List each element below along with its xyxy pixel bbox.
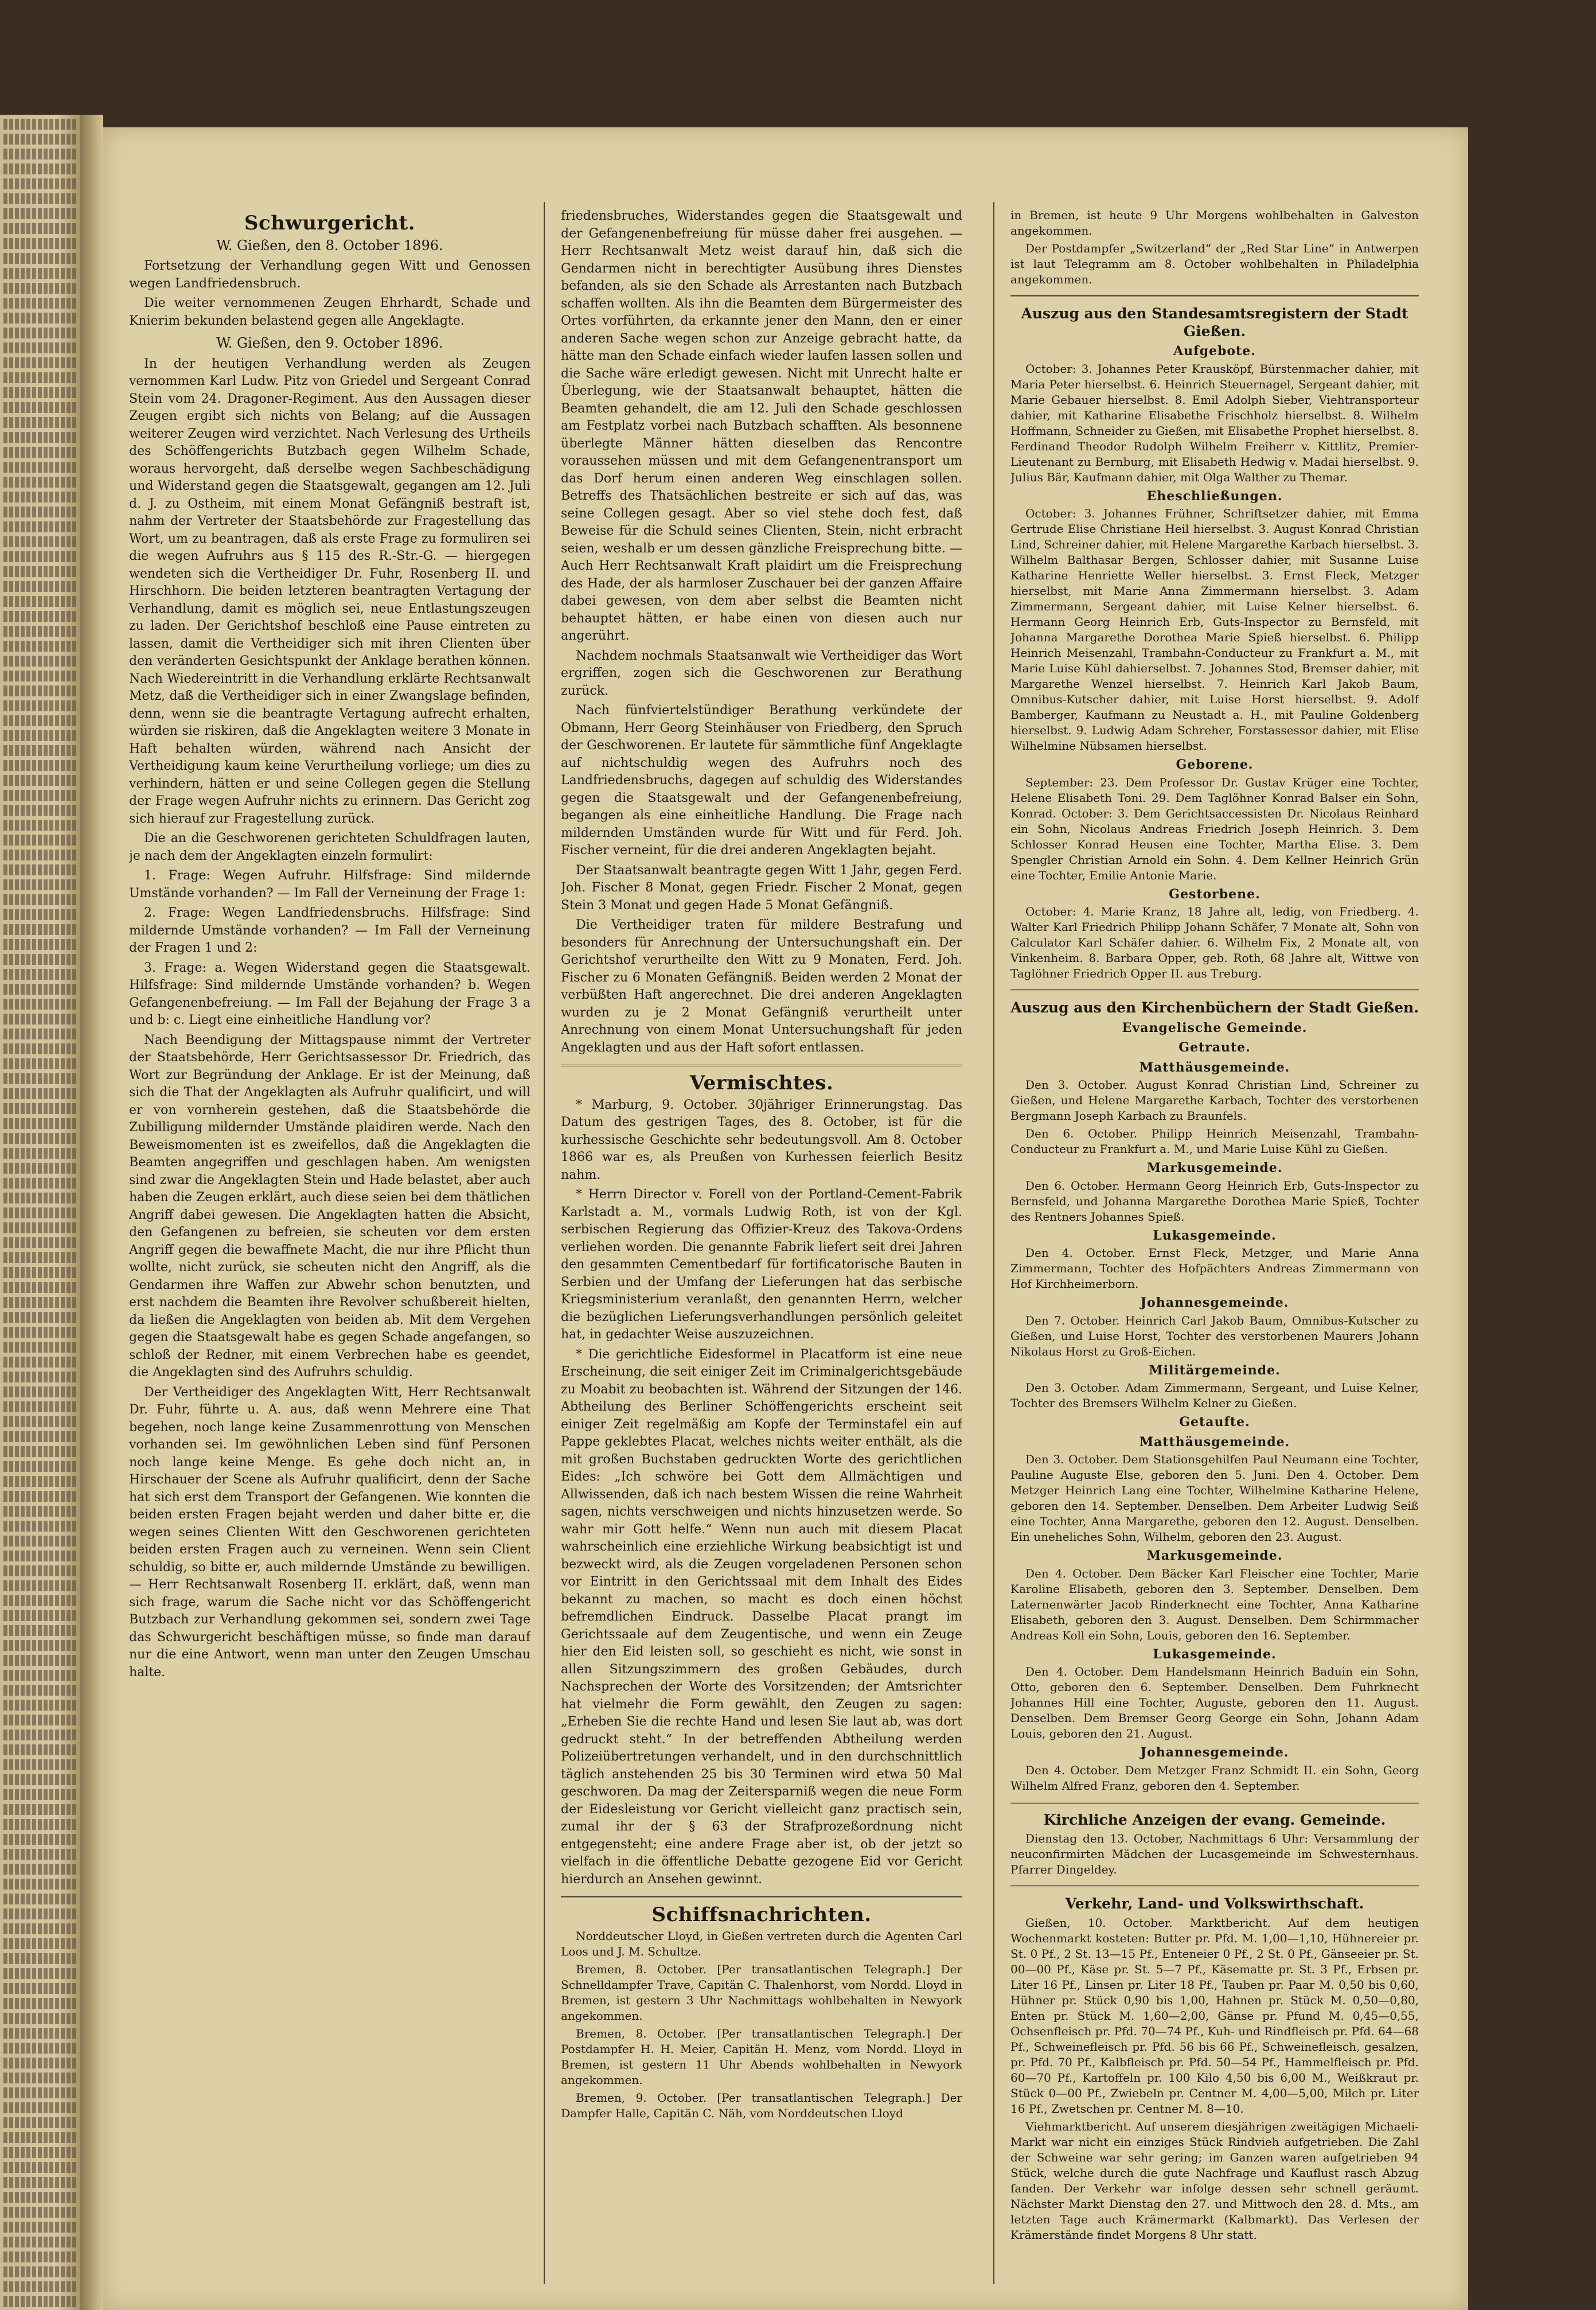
- paragraph: Der Postdampfer „Switzerland“ der „Red Star Line“ in Antwerpen ist laut Telegramm am 8. October wohlbehalten in Philadelphia angekommen.: [1010, 241, 1419, 286]
- section-title-schiffsnachrichten: Schiffsnachrichten.: [651, 1903, 872, 1926]
- paragraph: * Herrn Director v. Forell von der Portland-Cement-Fabrik Karlstadt a. M., vormals Ludwig Roth, ist von der Kgl. serbischen Regierung das Offizier-Kreuz des Takova-Ordens verliehen worden. Die genannte Fabrik liefert seit drei Jahren den gesammten Cementbedarf für fortificatorische Bauten in Serbien und der Umfang der Lieferungen hat das serbische Kriegsministerium veranlaßt, den genannten Herrn, welcher die bezüglichen Lieferungsverhandlungen persönlich geleitet hat, in gedachter Weise auszuzeichnen.: [561, 1187, 962, 1342]
- section-title-schwurgericht: Schwurgericht.: [244, 212, 416, 235]
- subheading: Matthäusgemeinde.: [1139, 1434, 1290, 1450]
- column-rule: [544, 202, 545, 2284]
- paragraph: Gießen, 10. October. Marktbericht. Auf dem heutigen Wochenmarkt kosteten: Butter pr. Pfd. M. 1,00—1,10, Hühnereier pr. St. 0 Pf., 2 St. 13—15 Pf., Enteneier 0 Pf., 2 St. 0 Pf., Gänseeier pr. St. 00—00 Pf., Käse pr. St. 5—7 Pf., Käsematte pr. St. 3 Pf., Erbsen pr. Liter 16 Pf., Linsen pr. Liter 18 Pf., Tauben pr. Paar M. 0,50 bis 0,60, Hühner pr. Stück 0,90 bis 1,00, Hahnen pr. Stück M. 0,50—0,80, Enten pr. Stück M. 1,60—2,00, Gänse pr. Pfund M. 0,45—0,55, Ochsenfleisch pr. Pfd. 70—74 Pf., Kuh- und Rindfleisch pr. Pfd. 64—68 Pf., Schweinefleisch pr. Pfd. 56 bis 66 Pf., Schweinefleisch, gesalzen, pr. Pfd. 70 Pf., Kalbfleisch pr. Pfd. 50—54 Pf., Hammelfleisch pr. Pfd. 60—70 Pf., Kartoffeln pr. 100 Kilo 4,50 bis 6,00 M., Weißkraut pr. Stück 0—00 Pf., Zwiebeln pr. Centner M. 4,00—5,00, Milch pr. Liter 16 Pf., Zwetschen pr. Centner M. 8—10.: [1010, 1915, 1419, 2116]
- paragraph: 2. Frage: Wegen Landfriedensbruchs. Hilfsfrage: Sind mildernde Umstände vorhanden? — Im Fall der Verneinung der Fragen 1 und 2:: [129, 906, 530, 955]
- subheading: Eheschließungen.: [1146, 488, 1283, 504]
- paragraph: October: 3. Johannes Peter Krausköpf, Bürstenmacher dahier, mit Maria Peter hierselbst. 6. Heinrich Steuernagel, Sergeant dahier, mit Marie Gebauer hierselbst. 8. Emil Adolph Sieber, Viehtransporteur dahier, mit Katharine Elisabethe Frischholz hierselbst. 8. Wilhelm Hoffmann, Schneider zu Gießen, mit Elisabethe Prophet hierselbst. 8. Ferdinand Theodor Rudolph Wilhelm Freiherr v. Kittlitz, Premier-Lieutenant zu Bernburg, mit Elisabeth Hedwig v. Madai hierselbst. 9. Julius Bär, Kaufmann dahier, mit Olga Walther zu Themar.: [1010, 361, 1419, 484]
- paragraph: Nachdem nochmals Staatsanwalt wie Vertheidiger das Wort ergriffen, zogen sich die Geschworenen zur Berathung zurück.: [561, 648, 962, 698]
- subheading: Johannesgemeinde.: [1140, 1745, 1289, 1760]
- dateline: W. Gießen, den 9. October 1896.: [216, 335, 443, 351]
- column-rule: [993, 202, 994, 2284]
- paragraph: in Bremen, ist heute 9 Uhr Morgens wohlbehalten in Galveston angekommen.: [1010, 208, 1419, 237]
- paragraph: * Die gerichtliche Eidesformel in Placatform ist eine neue Erscheinung, die seit einiger Zeit im Criminalgerichtsgebäude zu Moabit zu beobachten ist. Während der Sitzungen der 146. Abtheilung des Berliner Schöffengerichts erscheint seit einiger Zeit regelmäßig am Kopfe der Terminstafel ein auf Pappe geklebtes Placat, welches nichts weiter enthält, als die mit großen Buchstaben gedruckten Worte des gerichtlichen Eides: „Ich schwöre bei Gott dem Allmächtigen und Allwissenden, daß ich nach bestem Wissen die reine Wahrheit sagen, nichts verschweigen und nichts hinzusetzen werde. So wahr mir Gott helfe.“ Wenn nun auch mit diesem Placat wahrscheinlich eine erziehliche Wirkung beabsichtigt ist und bezweckt wird, als die Zeugen vorgeladenen Personen schon vor Eintritt in den Gerichtssaal mit dem Inhalt des Eides bekannt zu machen, so macht es doch einen höchst befremdlichen Eindruck. Dasselbe Placat prangt im Gerichtssaale auf dem Zeugentische, und wenn ein Zeuge hier den Eid leisten soll, so geschieht es nicht, wie sonst in allen Sitzungszimmern des großen Gebäudes, durch Nachsprechen der Worte des Vorsitzenden; der Amtsrichter hat vielmehr die Form gewählt, den Zeugen zu sagen: „Erheben Sie die rechte Hand und lesen Sie laut ab, was dort gedruckt steht.“ In der betreffenden Abtheilung werden Polizeiübertretungen verhandelt, und in den durchschnittlich täglich anstehenden 25 bis 30 Terminen wird etwa 50 Mal geschworen. Da mag der Zeitersparniß wegen die neue Form der Eidesleistung vor Gericht vielleicht ganz practisch sein, zumal ihr der § 63 der Strafprozeßordnung nicht entgegensteht; eine andere Frage aber ist, ob der jetzt so vielfach in die öffentliche Debatte gezogene Eid vor Gericht hierdurch an Ansehen gewinnt.: [561, 1347, 962, 1887]
- subheading: Getraute.: [1179, 1040, 1251, 1055]
- paragraph: Den 3. October. Dem Stationsgehilfen Paul Neumann eine Tochter, Pauline Auguste Else, geboren den 5. Juni. Den 4. October. Dem Metzger Heinrich Lang eine Tochter, Wilhelmine Katharine Helene, geboren den 14. September. Denselben. Dem Arbeiter Ludwig Seiß eine Tochter, Anna Margarethe, geboren den 12. August. Denselben. Ein uneheliches Sohn, Wilhelm, geboren den 23. August.: [1010, 1452, 1419, 1544]
- paragraph: Den 4. October. Ernst Fleck, Metzger, und Marie Anna Zimmermann, Tochter des Hofpächters Andreas Zimmermann von Hof Kirchheimerborn.: [1010, 1246, 1419, 1291]
- paragraph: Dienstag den 13. October, Nachmittags 6 Uhr: Versammlung der neuconfirmirten Mädchen der Lucasgemeinde im Schwesternhaus. Pfarrer Dingeldey.: [1010, 1832, 1419, 1876]
- paragraph: Den 6. October. Philipp Heinrich Meisenzahl, Trambahn-Conducteur zu Frankfurt a. M., und Marie Luise Kühl zu Gießen.: [1010, 1127, 1419, 1156]
- subheading: Geborene.: [1176, 757, 1254, 772]
- paragraph: 3. Frage: a. Wegen Widerstand gegen die Staatsgewalt. Hilfsfrage: Sind mildernde Umstände vorhanden? b. Wegen Gefangenenbefreiung. — Im Fall der Bejahung der Frage 3 a und b: c. Liegt eine einheitliche Handlung vor?: [129, 960, 530, 1027]
- paragraph: In der heutigen Verhandlung werden als Zeugen vernommen Karl Ludw. Pitz von Griedel und Sergeant Conrad Stein vom 24. Dragoner-Regiment. Aus den Aussagen dieser Zeugen ergibt sich nichts von Belang; auf die Aussagen weiterer Zeugen wird verzichtet. Nach Verlesung des Urtheils des Schöffengerichts Butzbach gegen Wilhelm Schade, woraus hervorgeht, daß derselbe wegen Sachbeschädigung und Widerstand gegen die Staatsgewalt, gegangen am 12. Juli d. J. zu Ostheim, mit einem Monat Gefängniß bestraft ist, nahm der Vertreter der Staatsbehörde zur Fragestellung das Wort, um zu beantragen, daß als erste Frage zu formuliren sei die wegen Aufruhrs aus § 115 des R.-Str.-G. — hiergegen wendeten sich die Vertheidiger Dr. Fuhr, Rosenberg II. und Hirschhorn. Die beiden letzteren beantragten Vertagung der Verhandlung, damit es möglich sei, neue Entlastungszeugen zu laden. Der Gerichtshof beschloß eine Pause eintreten zu lassen, damit die Vertheidiger sich mit ihren Clienten über den veränderten Gesichtspunkt der Anklage berathen können. Nach Wiedereintritt in die Verhandlung erklärte Rechtsanwalt Metz, daß die Vertheidiger sich in einer Zwangslage befinden, denn, wenn sie die beantragte Vertagung aufrecht erhalten, würden sie riskiren, daß die Angeklagten weitere 3 Monate in Haft behalten würden, während nach Ansicht der Vertheidigung kaum keine Verurtheilung vorliege; um dies zu verhindern, hätten er und seine Collegen gegen die Stellung der Frage wegen Aufruhr nichts zu erinnern. Das Gericht zog sich hierauf zur Fragestellung zurück.: [129, 356, 530, 826]
- subheading: Gestorbene.: [1169, 886, 1261, 902]
- section-title-vermischtes: Vermischtes.: [689, 1072, 834, 1094]
- paragraph: Die an die Geschworenen gerichteten Schuldfragen lauten, je nach dem der Angeklagten einzeln formulirt:: [129, 831, 530, 863]
- paragraph: September: 23. Dem Professor Dr. Gustav Krüger eine Tochter, Helene Elisabeth Toni. 29. Dem Taglöhner Konrad Balser ein Sohn, Konrad. October: 3. Dem Gerichtsaccessisten Dr. Nicolaus Reinhard ein Sohn, Nicolaus Andreas Friedrich Joseph Heinrich. 3. Dem Schlosser Konrad Heusen eine Tochter, Martha Elise. 3. Dem Spengler Christian Arnold ein Sohn. 4. Dem Kellner Heinrich Grün eine Tochter, Emilie Antonie Marie.: [1010, 775, 1419, 882]
- paragraph: Nach Beendigung der Mittagspause nimmt der Vertreter der Staatsbehörde, Herr Gerichtsassessor Dr. Friedrich, das Wort zur Begründung der Anklage. Er ist der Meinung, daß sich die That der Angeklagten als Aufruhr qualificirt, und will er von vornherein gestehen, daß die Staatsbehörde die Zubilligung mildernder Umstände plaidiren werde. Nach den Beweismomenten ist es zweifellos, daß die Angeklagten die Beamten angegriffen und geschlagen haben. Am wenigsten sind zwar die Angeklagten Stein und Hade belastet, aber auch haben die Zeugen erklärt, auch diese seien bei dem thätlichen Angriff dabei gewesen. Die Angeklagten hatten die Absicht, den Gefangenen zu befreien, sie scheuten vor dem ersten Angriff gegen die bewaffnete Macht, die nur ihre Pflicht thun wollte, nicht zurück, sie scheuten nicht den Angriff, als die Gendarmen ihre Waffen zur Abwehr schon benutzten, und erst nachdem die Beamten ihre Revolver schußbereit hielten, da ließen die Angeklagten von beiden ab. Mit dem Vergehen gegen die Staatsgewalt habe es gegen Schade angefangen, so schloß der Redner, mit einem Verbrechen habe es geendet, die Angeklagten sind des Aufruhrs schuldig.: [129, 1033, 530, 1380]
- subheading: Lukasgemeinde.: [1153, 1646, 1277, 1662]
- paragraph: * Marburg, 9. October. 30jähriger Erinnerungstag. Das Datum des gestrigen Tages, des 8. October, ist für die kurhessische Geschichte sehr bedeutungsvoll. Am 8. October 1866 war es, als Preußen von Kurhessen feierlich Besitz nahm.: [561, 1097, 962, 1182]
- paragraph: Den 7. October. Heinrich Carl Jakob Baum, Omnibus-Kutscher zu Gießen, und Luise Horst, Tochter des verstorbenen Maurers Johann Nikolaus Horst zu Groß-Eichen.: [1010, 1313, 1419, 1358]
- paragraph: Den 4. October. Dem Bäcker Karl Fleischer eine Tochter, Marie Karoline Elisabeth, geboren den 3. September. Denselben. Dem Laternenwärter Jacob Rinderknecht eine Tochter, Anna Katharine Elisabeth, geboren den 3. August. Denselben. Dem Schirmmacher Andreas Koll ein Sohn, Louis, geboren den 16. September.: [1010, 1566, 1419, 1642]
- subheading: Evangelische Gemeinde.: [1122, 1020, 1308, 1035]
- section-title-kirchliche-anzeigen: Kirchliche Anzeigen der evang. Gemeinde.: [1043, 1811, 1386, 1828]
- subheading: Lukasgemeinde.: [1153, 1228, 1277, 1243]
- paragraph: Den 4. October. Dem Handelsmann Heinrich Baduin ein Sohn, Otto, geboren den 6. September. Denselben. Dem Fuhrknecht Johannes Hill eine Tochter, Auguste, geboren den 11. August. Denselben. Dem Bremser Georg George ein Sohn, Johann Adam Louis, geboren den 21. August.: [1010, 1665, 1419, 1740]
- paragraph: Den 3. October. Adam Zimmermann, Sergeant, und Luise Kelner, Tochter des Bremsers Wilhelm Kelner zu Gießen.: [1010, 1381, 1419, 1410]
- section-title-kirchenbuecher: Auszug aus den Kirchenbüchern der Stadt Gießen.: [1010, 999, 1419, 1016]
- subheading: Markusgemeinde.: [1146, 1548, 1283, 1563]
- paragraph: Die weiter vernommenen Zeugen Ehrhardt, Schade und Knierim bekunden belastend gegen alle Angeklagte.: [129, 296, 530, 328]
- paragraph: October: 4. Marie Kranz, 18 Jahre alt, ledig, von Friedberg. 4. Walter Karl Friedrich Philipp Johann Schäfer, 7 Monate alt, Sohn von Calculator Karl Schäfer dahier. 6. Wilhelm Fix, 2 Monate alt, von Vinkenheim. 8. Barbara Opper, geb. Roth, 68 Jahre alt, Wittwe von Taglöhner Friedrich Opper II. aus Treburg.: [1010, 905, 1419, 980]
- column-1: [129, 208, 530, 2273]
- paragraph: Norddeutscher Lloyd, in Gießen vertreten durch die Agenten Carl Loos und J. M. Schultze.: [561, 1929, 962, 1958]
- paragraph: Viehmarktbericht. Auf unserem diesjährigen zweitägigen Michaeli-Markt war nicht ein einziges Stück Rindvieh aufgetrieben. Die Zahl der Schweine war sehr gering; im Ganzen waren aufgetrieben 94 Stück, welche durch die gute Nachfrage und Kauflust rasch Abzug fanden. Der Verkehr war infolge dessen sehr schnell geräumt. Nächster Markt Dienstag den 27. und Mittwoch den 28. d. Mts., am letzten Tage auch Krämermarkt (Kalbmarkt). Das Verlesen der Krämerstände findet Morgens 8 Uhr statt.: [1010, 2119, 1419, 2242]
- section-title-standesamt: Auszug aus den Standesamtsregistern der Stadt Gießen.: [1021, 305, 1408, 340]
- paragraph: Der Vertheidiger des Angeklagten Witt, Herr Rechtsanwalt Dr. Fuhr, führte u. A. aus, daß wenn Mehrere eine That begehen, noch lange keine Zusammenrottung von Menschen vorhanden sei. Im gewöhnlichen Leben sind fünf Personen noch lange keine Menge. Es gehe doch nicht an, in Hirschauer der Scene als Aufruhr qualificirt, denn der Sache hat sich erst dem Transport der Gefangenen. Wie konnten die beiden ersten Fragen bejaht werden und daher bitte er, die wegen seines Clienten Witt den Geschworenen gerichteten beiden ersten Fragen auch zu verneinen. Wenn sein Client schuldig, so bitte er, auch mildernde Umstände zu bewilligen. — Herr Rechtsanwalt Rosenberg II. erklärt, daß, wenn man sich frage, warum die Sache nicht vor das Schöffengericht Butzbach zur Verhandlung gekommen sei, sondern zwei Tage das Schwurgericht beschäftigen müsse, so finde man darauf nur die eine Antwort, wenn man unter den Zeugen Umschau halte.: [129, 1385, 530, 1680]
- subheading: Getaufte.: [1179, 1415, 1250, 1429]
- subheading: Markusgemeinde.: [1146, 1160, 1283, 1175]
- paragraph: 1. Frage: Wegen Aufruhr. Hilfsfrage: Sind mildernde Umstände vorhanden? — Im Fall der Verneinung der Frage 1:: [129, 868, 530, 901]
- subheading: Aufgebote.: [1173, 344, 1256, 359]
- subheading: Militärgemeinde.: [1149, 1362, 1281, 1378]
- adjacent-page-edge: [0, 115, 80, 2310]
- column-2: [561, 208, 962, 2273]
- paragraph: October: 3. Johannes Frühner, Schriftsetzer dahier, mit Emma Gertrude Elise Christiane Heil hierselbst. 3. August Konrad Christian Lind, Schreiner dahier, mit Helene Margarethe Karbach hierselbst. 3. Wilhelm Balthasar Bergen, Schlosser dahier, mit Susanne Luise Katharine Henriette Weller hierselbst. 3. Ernst Fleck, Metzger hierselbst, mit Marie Anna Zimmermann hierselbst. 3. Adam Zimmermann, Sergeant dahier, mit Luise Kelner hierselbst. 6. Hermann Georg Heinrich Erb, Guts-Inspector zu Bernsfeld, mit Johanna Margarethe Dorothea Marie Spieß hierselbst. 6. Philipp Heinrich Meisenzahl, Trambahn-Conducteur zu Frankfurt a. M., mit Marie Luise Kühl dahierselbst. 7. Johannes Stod, Bremser dahier, mit Margarethe Wenzel hierselbst. 7. Heinrich Karl Jakob Baum, Omnibus-Kutscher dahier, mit Luise Horst hierselbst. 9. Adolf Bamberger, Kaufmann zu Neustadt a. H., mit Pauline Goldenberg hierselbst. 9. Ludwig Adam Schreher, Forstassessor dahier, mit Elise Wilhelmine Nübsamen hierselbst.: [1010, 507, 1419, 753]
- paragraph: Den 3. October. August Konrad Christian Lind, Schreiner zu Gießen, und Helene Margarethe Karbach, Tochter des verstorbenen Bergmann Joseph Karbach zu Braunfels.: [1010, 1078, 1419, 1123]
- paragraph: Der Staatsanwalt beantragte gegen Witt 1 Jahr, gegen Ferd. Joh. Fischer 8 Monat, gegen Friedr. Fischer 2 Monat, gegen Stein 3 Monat und gegen Hade 5 Monat Gefängniß.: [561, 863, 962, 913]
- paragraph: Den 6. October. Hermann Georg Heinrich Erb, Guts-Inspector zu Bernsfeld, und Johanna Margarethe Dorothea Marie Spieß, Tochter des Rentners Johannes Spieß.: [1010, 1178, 1419, 1224]
- paragraph: Die Vertheidiger traten für mildere Bestrafung und besonders für Anrechnung der Untersuchungshaft ein. Der Gerichtshof verurtheilte den Witt zu 9 Monaten, Ferd. Joh. Fischer zu 6 Monaten Gefängniß. Beiden werden 2 Monat der verbüßten Haft angerechnet. Die drei anderen Angeklagten wurden zu je 2 Monat Gefängniß verurtheilt unter Anrechnung von einem Monat Untersuchungshaft für jeden Angeklagten und aus der Haft sofort entlassen.: [561, 918, 962, 1055]
- page-gutter: [80, 115, 103, 2310]
- divider: [561, 1896, 962, 1898]
- paragraph: Den 4. October. Dem Metzger Franz Schmidt II. ein Sohn, Georg Wilhelm Alfred Franz, geboren den 4. September.: [1010, 1763, 1419, 1793]
- paragraph: friedensbruches, Widerstandes gegen die Staatsgewalt und der Gefangenenbefreiung für müsse daher frei ausgehen. — Herr Rechtsanwalt Metz weist darauf hin, daß sich die Gendarmen nicht in berechtigter Ausübung ihres Dienstes befanden, als sie den Schade als Arrestanten nach Butzbach schaffen wollten. Als ihn die Beamten dem Bürgermeister des Ortes vorführten, da erkannte jener den Mann, den er einer anderen Sache wegen schon zur Anzeige gebracht hatte, da hätte man den Schade einfach wieder laufen lassen sollen und die Sache wäre erledigt gewesen. Nicht mit Unrecht halte er Überlegung, wie der Staatsanwalt behauptet, hätten die Beamten gehandelt, die am 12. Juli den Schade geschlossen am Festplatz vorbei nach Butzbach schafften. Als besonnene überlegte Männer hätten dieselben das Rencontre voraussehen müssen und mit dem Gefangenentransport um das Dorf herum einen anderen Weg einschlagen sollen. Betreffs des Thatsächlichen bestreite er sich auf das, was seine Collegen gesagt. Aber so viel stehe doch fest, daß Beweise für die Schuld seines Clienten, Stein, nicht erbracht seien, weshalb er um dessen gänzliche Freisprechung bitte. — Auch Herr Rechtsanwalt Kraft plaidirt um die Freisprechung des Hade, der als harmloser Zuschauer bei der ganzen Affaire dabei gewesen, von dem aber selbst die Beamten nicht behauptet hätten, er habe einen von diesen auch nur angerührt.: [561, 209, 962, 643]
- column-3: [1010, 208, 1419, 2273]
- divider: [561, 1065, 962, 1066]
- subheading: Matthäusgemeinde.: [1139, 1059, 1290, 1075]
- divider: [1010, 295, 1419, 297]
- paragraph: Bremen, 9. October. [Per transatlantischen Telegraph.] Der Dampfer Halle, Capitän C. Näh, vom Norddeutschen Lloyd: [561, 2090, 962, 2120]
- subheading: Johannesgemeinde.: [1140, 1295, 1289, 1310]
- newspaper-page: [103, 127, 1468, 2310]
- divider: [1010, 1886, 1419, 1887]
- paragraph: Bremen, 8. October. [Per transatlantischen Telegraph.] Der Schnelldampfer Trave, Capitän C. Thalenhorst, vom Nordd. Lloyd in Bremen, ist gestern 3 Uhr Nachmittags wohlbehalten in Newyork angekommen.: [561, 1962, 962, 2023]
- divider: [1010, 1802, 1419, 1803]
- paragraph: Nach fünfviertelstündiger Berathung verkündete der Obmann, Herr Georg Steinhäuser von Friedberg, den Spruch der Geschworenen. Er lautete für sämmtliche fünf Angeklagte auf nichtschuldig wegen des Aufruhrs noch des Landfriedensbruchs, dagegen auf schuldig des Widerstandes gegen die Staatsgewalt und der Gefangenenbefreiung, begangen als eine einheitliche Handlung. Die Frage nach mildernden Umständen wurde für Witt und für Ferd. Joh. Fischer verneint, für die drei anderen Angeklagten bejaht.: [561, 703, 962, 858]
- dateline: W. Gießen, den 8. October 1896.: [216, 237, 443, 254]
- divider: [1010, 990, 1419, 991]
- paragraph: Bremen, 8. October. [Per transatlantischen Telegraph.] Der Postdampfer H. H. Meier, Capitän H. Menz, vom Nordd. Lloyd in Bremen, ist gestern 11 Uhr Abends wohlbehalten in Newyork angekommen.: [561, 2026, 962, 2087]
- section-title-verkehr: Verkehr, Land- und Volkswirthschaft.: [1065, 1895, 1364, 1912]
- paragraph: Fortsetzung der Verhandlung gegen Witt und Genossen wegen Landfriedensbruch.: [129, 259, 530, 291]
